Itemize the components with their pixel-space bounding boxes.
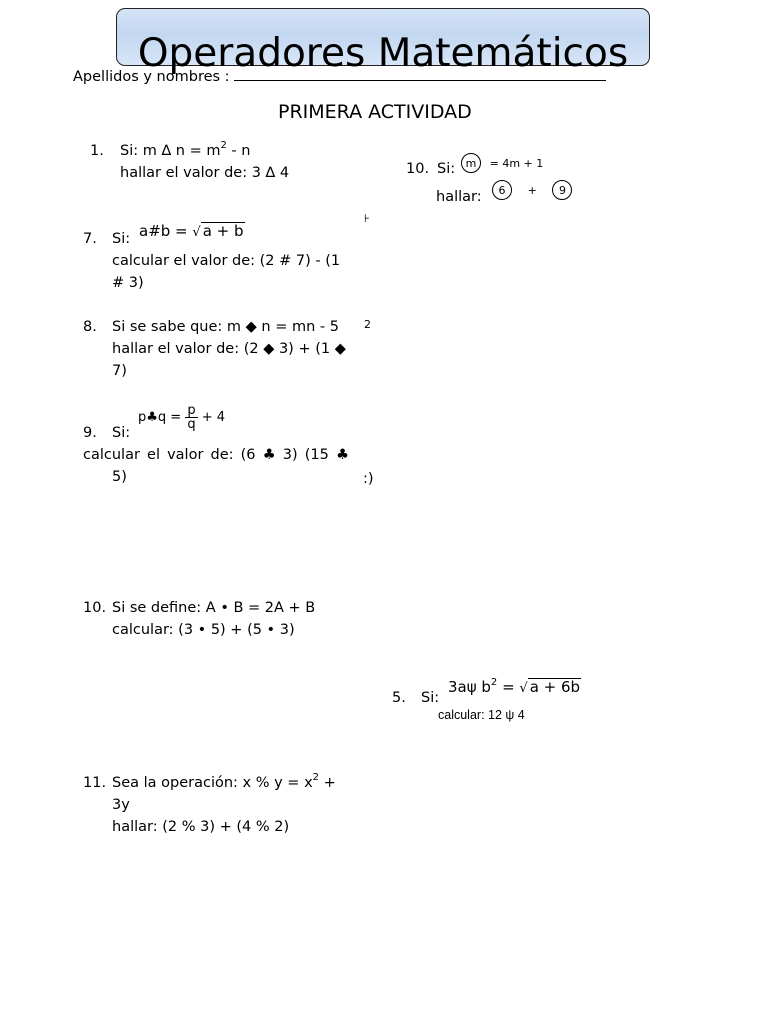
problem-10a-ask: hallar: — [436, 189, 482, 205]
circle-m-icon: m — [461, 153, 481, 173]
problem-8-question-line2: 7) — [112, 363, 127, 379]
problem-9-formula — [138, 404, 225, 431]
problem-5-equals: = — [497, 678, 520, 696]
problem-7-formula: a#b = √ a + b — [139, 222, 244, 240]
problem-10b-number: 10. — [83, 600, 107, 616]
problem-9-question-line1: calcular el valor de: (6 ♣ 3) (15 ♣ — [83, 447, 349, 463]
problem-1-definition — [120, 140, 250, 162]
problem-10a-expression — [492, 180, 572, 200]
problem-1-exponent: 2 — [220, 140, 227, 151]
problem-5-radicand: a + 6b — [529, 678, 581, 696]
problem-8-number: 8. — [83, 319, 97, 335]
problem-1-question: hallar el valor de: 3 ∆ 4 — [120, 165, 290, 181]
activity-heading: PRIMERA ACTIVIDAD — [278, 101, 472, 123]
problem-5-question: calcular: 12 ψ 4 — [438, 708, 525, 722]
problem-10b-question: calcular: (3 • 5) + (5 • 3) — [112, 622, 295, 638]
problem-10a-number: 10. — [406, 161, 430, 177]
problem-9-numerator: p — [187, 403, 196, 418]
problem-7-formula-radicand: a + b — [202, 222, 244, 240]
name-blank-line[interactable] — [234, 68, 606, 81]
problem-9-number: 9. — [83, 425, 97, 441]
problem-9-stray-mark: :) — [363, 471, 374, 487]
circle-9-icon: 9 — [552, 180, 572, 200]
problem-10a-plus: + — [527, 184, 537, 197]
problem-7-question-line1: calcular el valor de: (2 # 7) - (1 — [112, 253, 341, 269]
problem-9-fraction — [185, 404, 197, 431]
problem-10a-si: Si: — [437, 161, 456, 177]
problem-5-si: Si: — [421, 690, 440, 706]
problem-7-question-line2: # 3) — [112, 275, 144, 291]
problem-10a-rule-text: = 4m + 1 — [489, 157, 544, 170]
problem-9-formula-left: p♣q = — [138, 410, 182, 425]
problem-7-number: 7. — [83, 231, 97, 247]
circle-6-icon: 6 — [492, 180, 512, 200]
problem-5-formula-left: 3aψ b — [448, 678, 491, 696]
problem-10a-rule — [461, 153, 543, 173]
name-label: Apellidos y nombres : — [73, 69, 230, 85]
page-title: Operadores Matemáticos — [137, 31, 629, 76]
problem-7-si: Si: — [112, 231, 131, 247]
problem-1-def-text: Si: m ∆ n = m — [120, 143, 221, 159]
problem-5-formula: 3aψ $b^2$ = √ a + 6b — [448, 677, 581, 696]
problem-8-question-line1: hallar el valor de: (2 ◆ 3) + (1 ◆ — [112, 341, 346, 357]
title-banner — [116, 8, 650, 76]
problem-5-exponent: 2 — [490, 677, 498, 688]
problem-11-exponent: 2 — [312, 772, 320, 783]
problem-10b-definition: Si se define: A • B = 2A + B — [112, 600, 316, 616]
problem-7-stray-mark: ⊦ — [364, 212, 370, 225]
problem-1-def-tail: - n — [226, 143, 251, 159]
problem-9-si: Si: — [112, 425, 131, 441]
problem-8-definition: Si se sabe que: m ◆ n = mn - 5 — [112, 319, 339, 335]
problem-1-number: 1. — [90, 143, 104, 159]
problem-11-def-text: Sea la operación: x % y = x — [112, 775, 313, 791]
problem-5-number: 5. — [392, 690, 406, 706]
problem-7-formula-left: a#b = — [139, 222, 193, 240]
problem-9-denominator: q — [187, 417, 196, 432]
name-field-row — [73, 68, 606, 85]
problem-8-stray-mark: 2 — [364, 318, 371, 331]
problem-9-question-line2: 5) — [112, 469, 127, 485]
problem-11-definition-line2: 3y — [112, 797, 130, 813]
problem-11-question: hallar: (2 % 3) + (4 % 2) — [112, 819, 290, 835]
problem-11-def-tail: + — [319, 775, 336, 791]
problem-11-definition — [112, 772, 336, 794]
problem-9-formula-right: + 4 — [201, 410, 226, 425]
problem-11-number: 11. — [83, 775, 107, 791]
